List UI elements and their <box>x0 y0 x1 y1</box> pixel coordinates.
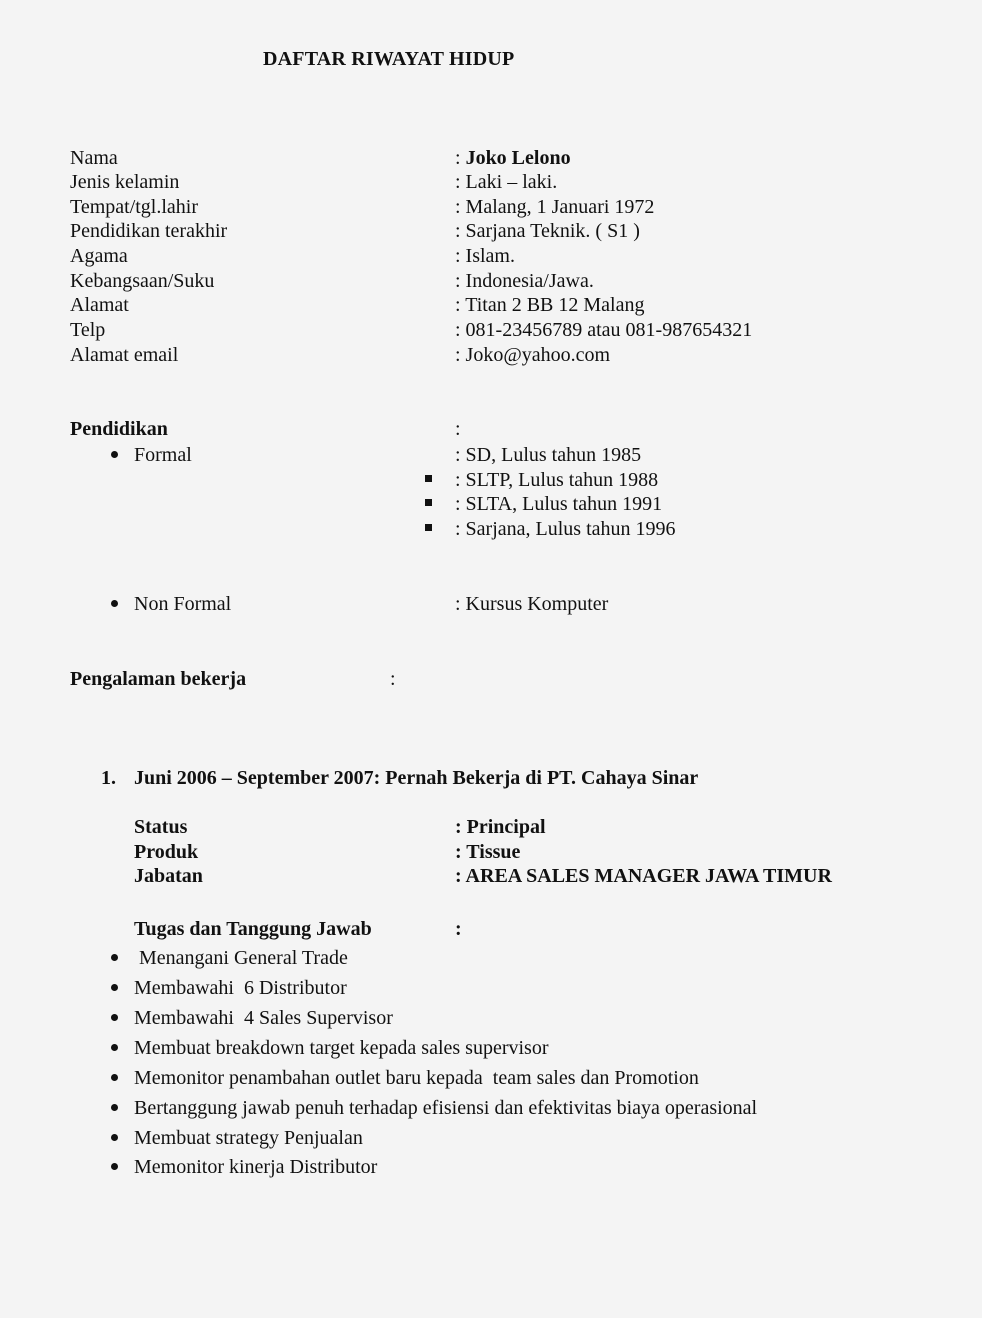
value-email: : Joko@yahoo.com <box>455 344 611 366</box>
formal-item: : SLTA, Lulus tahun 1991 <box>455 493 663 515</box>
value-jabatan: : AREA SALES MANAGER JAWA TIMUR <box>455 865 832 887</box>
formal-label: Formal <box>134 444 192 466</box>
bullet-dot-icon <box>111 1134 118 1141</box>
bullet-dot-icon <box>111 1163 118 1170</box>
label-nama: Nama <box>70 147 118 169</box>
label-telp: Telp <box>70 319 106 341</box>
bullet-dot-icon <box>111 984 118 991</box>
experience-heading: Pengalaman bekerja <box>70 668 247 690</box>
duty-item: Memonitor kinerja Distributor <box>134 1156 378 1178</box>
label-agama: Agama <box>70 245 128 267</box>
bullet-dot-icon <box>111 451 118 458</box>
value-nama: : Joko Lelono <box>455 147 571 169</box>
label-alamat: Alamat <box>70 294 129 316</box>
value-status: : Principal <box>455 816 546 838</box>
bullet-dot-icon <box>111 1104 118 1111</box>
document-title: DAFTAR RIWAYAT HIDUP <box>263 48 515 70</box>
education-heading: Pendidikan <box>70 418 168 440</box>
label-produk: Produk <box>134 841 199 863</box>
value-produk: : Tissue <box>455 841 521 863</box>
bullet-dot-icon <box>111 1044 118 1051</box>
education-colon: : <box>455 418 461 440</box>
job-title: Juni 2006 – September 2007: Pernah Bekerja di PT. Cahaya Sinar <box>134 767 699 789</box>
value-alamat: : Titan 2 BB 12 Malang <box>455 294 645 316</box>
square-bullet-icon <box>425 524 432 531</box>
label-email: Alamat email <box>70 344 179 366</box>
value-agama: : Islam. <box>455 245 515 267</box>
value-telp: : 081-23456789 atau 081-987654321 <box>455 319 753 341</box>
nonformal-item: : Kursus Komputer <box>455 593 609 615</box>
value-jenis-kelamin: : Laki – laki. <box>455 171 558 193</box>
duty-item: Membuat breakdown target kepada sales supervisor <box>134 1037 549 1059</box>
duty-item: Membawahi 4 Sales Supervisor <box>134 1007 393 1029</box>
duties-heading: Tugas dan Tanggung Jawab <box>134 918 372 940</box>
name-bold: Joko Lelono <box>465 147 571 169</box>
formal-item: : SLTP, Lulus tahun 1988 <box>455 469 659 491</box>
label-jabatan: Jabatan <box>134 865 203 887</box>
label-kebangsaan: Kebangsaan/Suku <box>70 270 215 292</box>
experience-colon: : <box>390 668 396 690</box>
job-number: 1. <box>101 767 116 789</box>
bullet-dot-icon <box>111 600 118 607</box>
label-pendidikan-terakhir: Pendidikan terakhir <box>70 220 228 242</box>
value-kebangsaan: : Indonesia/Jawa. <box>455 270 594 292</box>
bullet-dot-icon <box>111 1074 118 1081</box>
square-bullet-icon <box>425 499 432 506</box>
label-status: Status <box>134 816 188 838</box>
duty-item: Bertanggung jawab penuh terhadap efisiensi dan efektivitas biaya operasional <box>134 1097 758 1119</box>
bullet-dot-icon <box>111 954 118 961</box>
value-tempat-tgl-lahir: : Malang, 1 Januari 1972 <box>455 196 655 218</box>
label-jenis-kelamin: Jenis kelamin <box>70 171 180 193</box>
label-tempat-tgl-lahir: Tempat/tgl.lahir <box>70 196 199 218</box>
duty-item: Membawahi 6 Distributor <box>134 977 347 999</box>
nonformal-label: Non Formal <box>134 593 232 615</box>
duty-item: Membuat strategy Penjualan <box>134 1127 363 1149</box>
square-bullet-icon <box>425 475 432 482</box>
duty-item: Menangani General Trade <box>134 947 348 969</box>
formal-item: : Sarjana, Lulus tahun 1996 <box>455 518 676 540</box>
formal-item: : SD, Lulus tahun 1985 <box>455 444 642 466</box>
duties-colon: : <box>455 918 462 940</box>
value-pendidikan-terakhir: : Sarjana Teknik. ( S1 ) <box>455 220 640 242</box>
bullet-dot-icon <box>111 1014 118 1021</box>
duty-item: Memonitor penambahan outlet baru kepada team sales dan Promotion <box>134 1067 699 1089</box>
